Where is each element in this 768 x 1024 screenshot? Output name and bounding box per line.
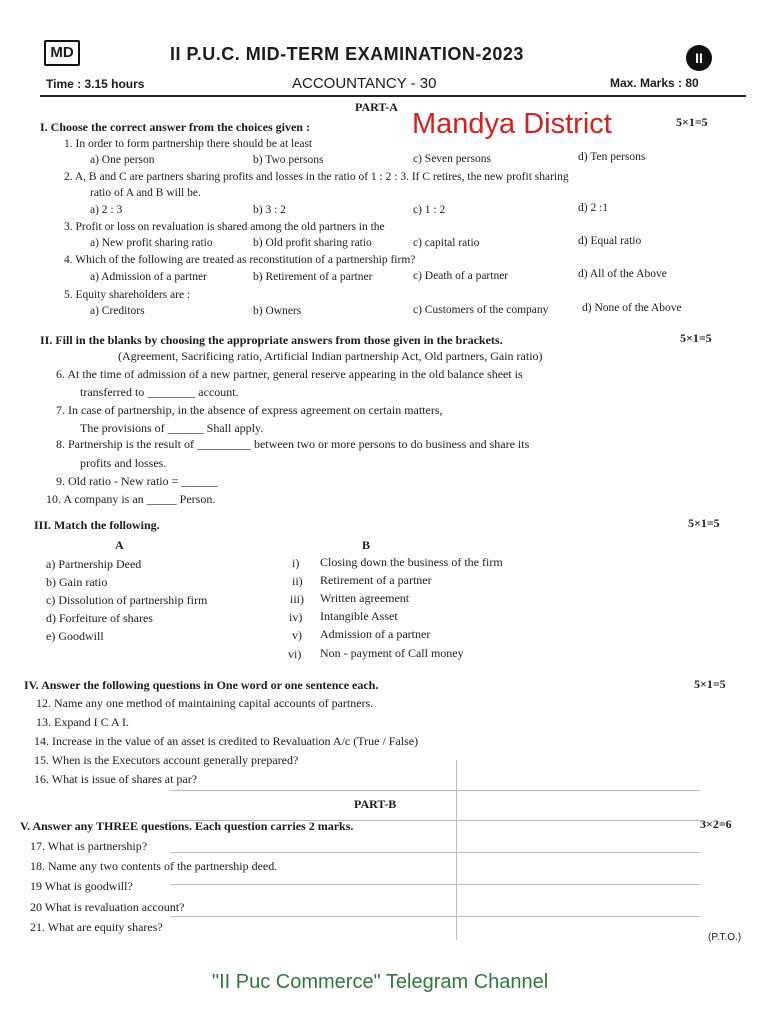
pto-label: (P.T.O.) <box>708 932 742 943</box>
match-b-item: Non - payment of Call money <box>320 646 464 660</box>
section-2-heading: II. Fill in the blanks by choosing the appropriate answers from those given in the brackets. <box>40 333 503 347</box>
q4-option-b: b) Retirement of a partner <box>253 271 373 283</box>
match-b-number: iii) <box>290 592 304 606</box>
match-a-item: a) Partnership Deed <box>46 557 142 571</box>
section-5-marks: 3×2=6 <box>700 817 732 831</box>
match-b-number: ii) <box>292 574 303 588</box>
question-2-cont: ratio of A and B will be. <box>90 187 201 199</box>
question-16: 16. What is issue of shares at par? <box>34 772 198 786</box>
question-9: 9. Old ratio - New ratio = ______ <box>56 474 218 488</box>
match-b-item: Admission of a partner <box>320 627 431 641</box>
question-21: 21. What are equity shares? <box>30 920 163 934</box>
q3-option-c: c) capital ratio <box>413 237 480 249</box>
year-badge: II <box>686 45 712 71</box>
q1-option-c: c) Seven persons <box>413 153 491 165</box>
match-a-item: d) Forfeiture of shares <box>46 611 153 625</box>
question-2: 2. A, B and C are partners sharing profits and losses in the ratio of 1 : 2 : 3. If C retires, the new profit sharing <box>64 171 569 183</box>
question-3: 3. Profit or loss on revaluation is shared among the old partners in the <box>64 221 385 233</box>
match-b-item: Written agreement <box>320 591 410 605</box>
question-17: 17. What is partnership? <box>30 839 148 853</box>
question-7-cont: The provisions of ______ Shall apply. <box>80 421 264 435</box>
question-6-cont: transferred to ________ account. <box>80 385 239 399</box>
subject-title: ACCOUNTANCY - 30 <box>292 75 437 92</box>
question-7: 7. In case of partnership, in the absence of express agreement on certain matters, <box>56 403 443 417</box>
q3-option-d: d) Equal ratio <box>578 235 642 247</box>
column-a-header: A <box>115 538 124 552</box>
match-a-item: b) Gain ratio <box>46 575 108 589</box>
match-b-number: iv) <box>289 610 303 624</box>
q3-option-a: a) New profit sharing ratio <box>90 237 213 249</box>
section-4-heading: IV. Answer the following questions in One word or one sentence each. <box>24 678 379 692</box>
section-5-heading: V. Answer any THREE questions. Each question carries 2 marks. <box>20 819 354 833</box>
question-18: 18. Name any two contents of the partnership deed. <box>30 859 278 873</box>
fill-blank-options: (Agreement, Sacrificing ratio, Artificial Indian partnership Act, Old partners, Gain ratio) <box>118 349 543 363</box>
md-logo: MD <box>44 40 80 66</box>
question-14: 14. Increase in the value of an asset is credited to Revaluation A/c (True / False) <box>34 734 419 748</box>
section-2-marks: 5×1=5 <box>680 331 712 345</box>
q1-option-d: d) Ten persons <box>578 151 646 163</box>
exam-title: II P.U.C. MID-TERM EXAMINATION-2023 <box>170 44 524 64</box>
scan-artifact <box>170 916 700 917</box>
section-1-marks: 5×1=5 <box>676 115 708 129</box>
q5-option-c: c) Customers of the company <box>413 304 549 316</box>
question-10: 10. A company is an _____ Person. <box>46 492 216 506</box>
telegram-channel-footer: "II Puc Commerce" Telegram Channel <box>212 971 549 993</box>
question-15: 15. When is the Executors account generally prepared? <box>34 753 299 767</box>
q4-option-a: a) Admission of a partner <box>90 271 207 283</box>
match-b-item: Retirement of a partner <box>320 573 432 587</box>
q5-option-b: b) Owners <box>253 305 302 317</box>
match-a-item: c) Dissolution of partnership firm <box>46 593 208 607</box>
column-b-header: B <box>362 538 371 552</box>
q3-option-b: b) Old profit sharing ratio <box>253 237 372 249</box>
header-divider <box>40 95 746 97</box>
match-b-item: Closing down the business of the firm <box>320 555 503 569</box>
section-3-heading: III. Match the following. <box>34 518 160 532</box>
district-watermark: Mandya District <box>412 108 612 140</box>
time-label: Time : 3.15 hours <box>46 77 145 91</box>
question-1: 1. In order to form partnership there should be at least <box>64 138 313 150</box>
match-b-number: v) <box>292 628 302 642</box>
match-b-item: Intangible Asset <box>320 609 398 623</box>
scan-artifact <box>456 760 457 940</box>
question-5: 5. Equity shareholders are : <box>64 289 191 301</box>
question-12: 12. Name any one method of maintaining capital accounts of partners. <box>36 696 374 710</box>
question-8: 8. Partnership is the result of _________ between two or more persons to do business and share its <box>56 437 530 451</box>
q2-option-b: b) 3 : 2 <box>253 204 286 216</box>
q2-option-d: d) 2 :1 <box>578 202 609 214</box>
match-a-item: e) Goodwill <box>46 629 104 643</box>
q5-option-d: d) None of the Above <box>582 302 682 314</box>
question-13: 13. Expand I C A I. <box>36 715 129 729</box>
q2-option-c: c) 1 : 2 <box>413 204 446 216</box>
scan-artifact <box>170 884 700 885</box>
part-b-title: PART-B <box>354 797 397 811</box>
match-b-number: vi) <box>288 647 302 661</box>
question-8-cont: profits and losses. <box>80 456 167 470</box>
section-3-marks: 5×1=5 <box>688 516 720 530</box>
question-20: 20 What is revaluation account? <box>30 900 185 914</box>
q1-option-a: a) One person <box>90 154 155 166</box>
scan-artifact <box>170 852 700 853</box>
scan-artifact <box>170 790 700 791</box>
q2-option-a: a) 2 : 3 <box>90 204 123 216</box>
section-1-heading: I. Choose the correct answer from the choices given : <box>40 120 310 134</box>
q1-option-b: b) Two persons <box>253 154 324 166</box>
section-4-marks: 5×1=5 <box>694 677 726 691</box>
question-19: 19 What is goodwill? <box>30 879 133 893</box>
question-4: 4. Which of the following are treated as reconstitution of a partnership firm? <box>64 254 416 266</box>
match-b-number: i) <box>292 556 300 570</box>
q4-option-c: c) Death of a partner <box>413 270 509 282</box>
max-marks: Max. Marks : 80 <box>610 76 699 90</box>
part-a-title: PART-A <box>355 100 398 114</box>
q4-option-d: d) All of the Above <box>578 268 667 280</box>
question-6: 6. At the time of admission of a new partner, general reserve appearing in the old balance sheet is <box>56 367 523 381</box>
q5-option-a: a) Creditors <box>90 305 145 317</box>
